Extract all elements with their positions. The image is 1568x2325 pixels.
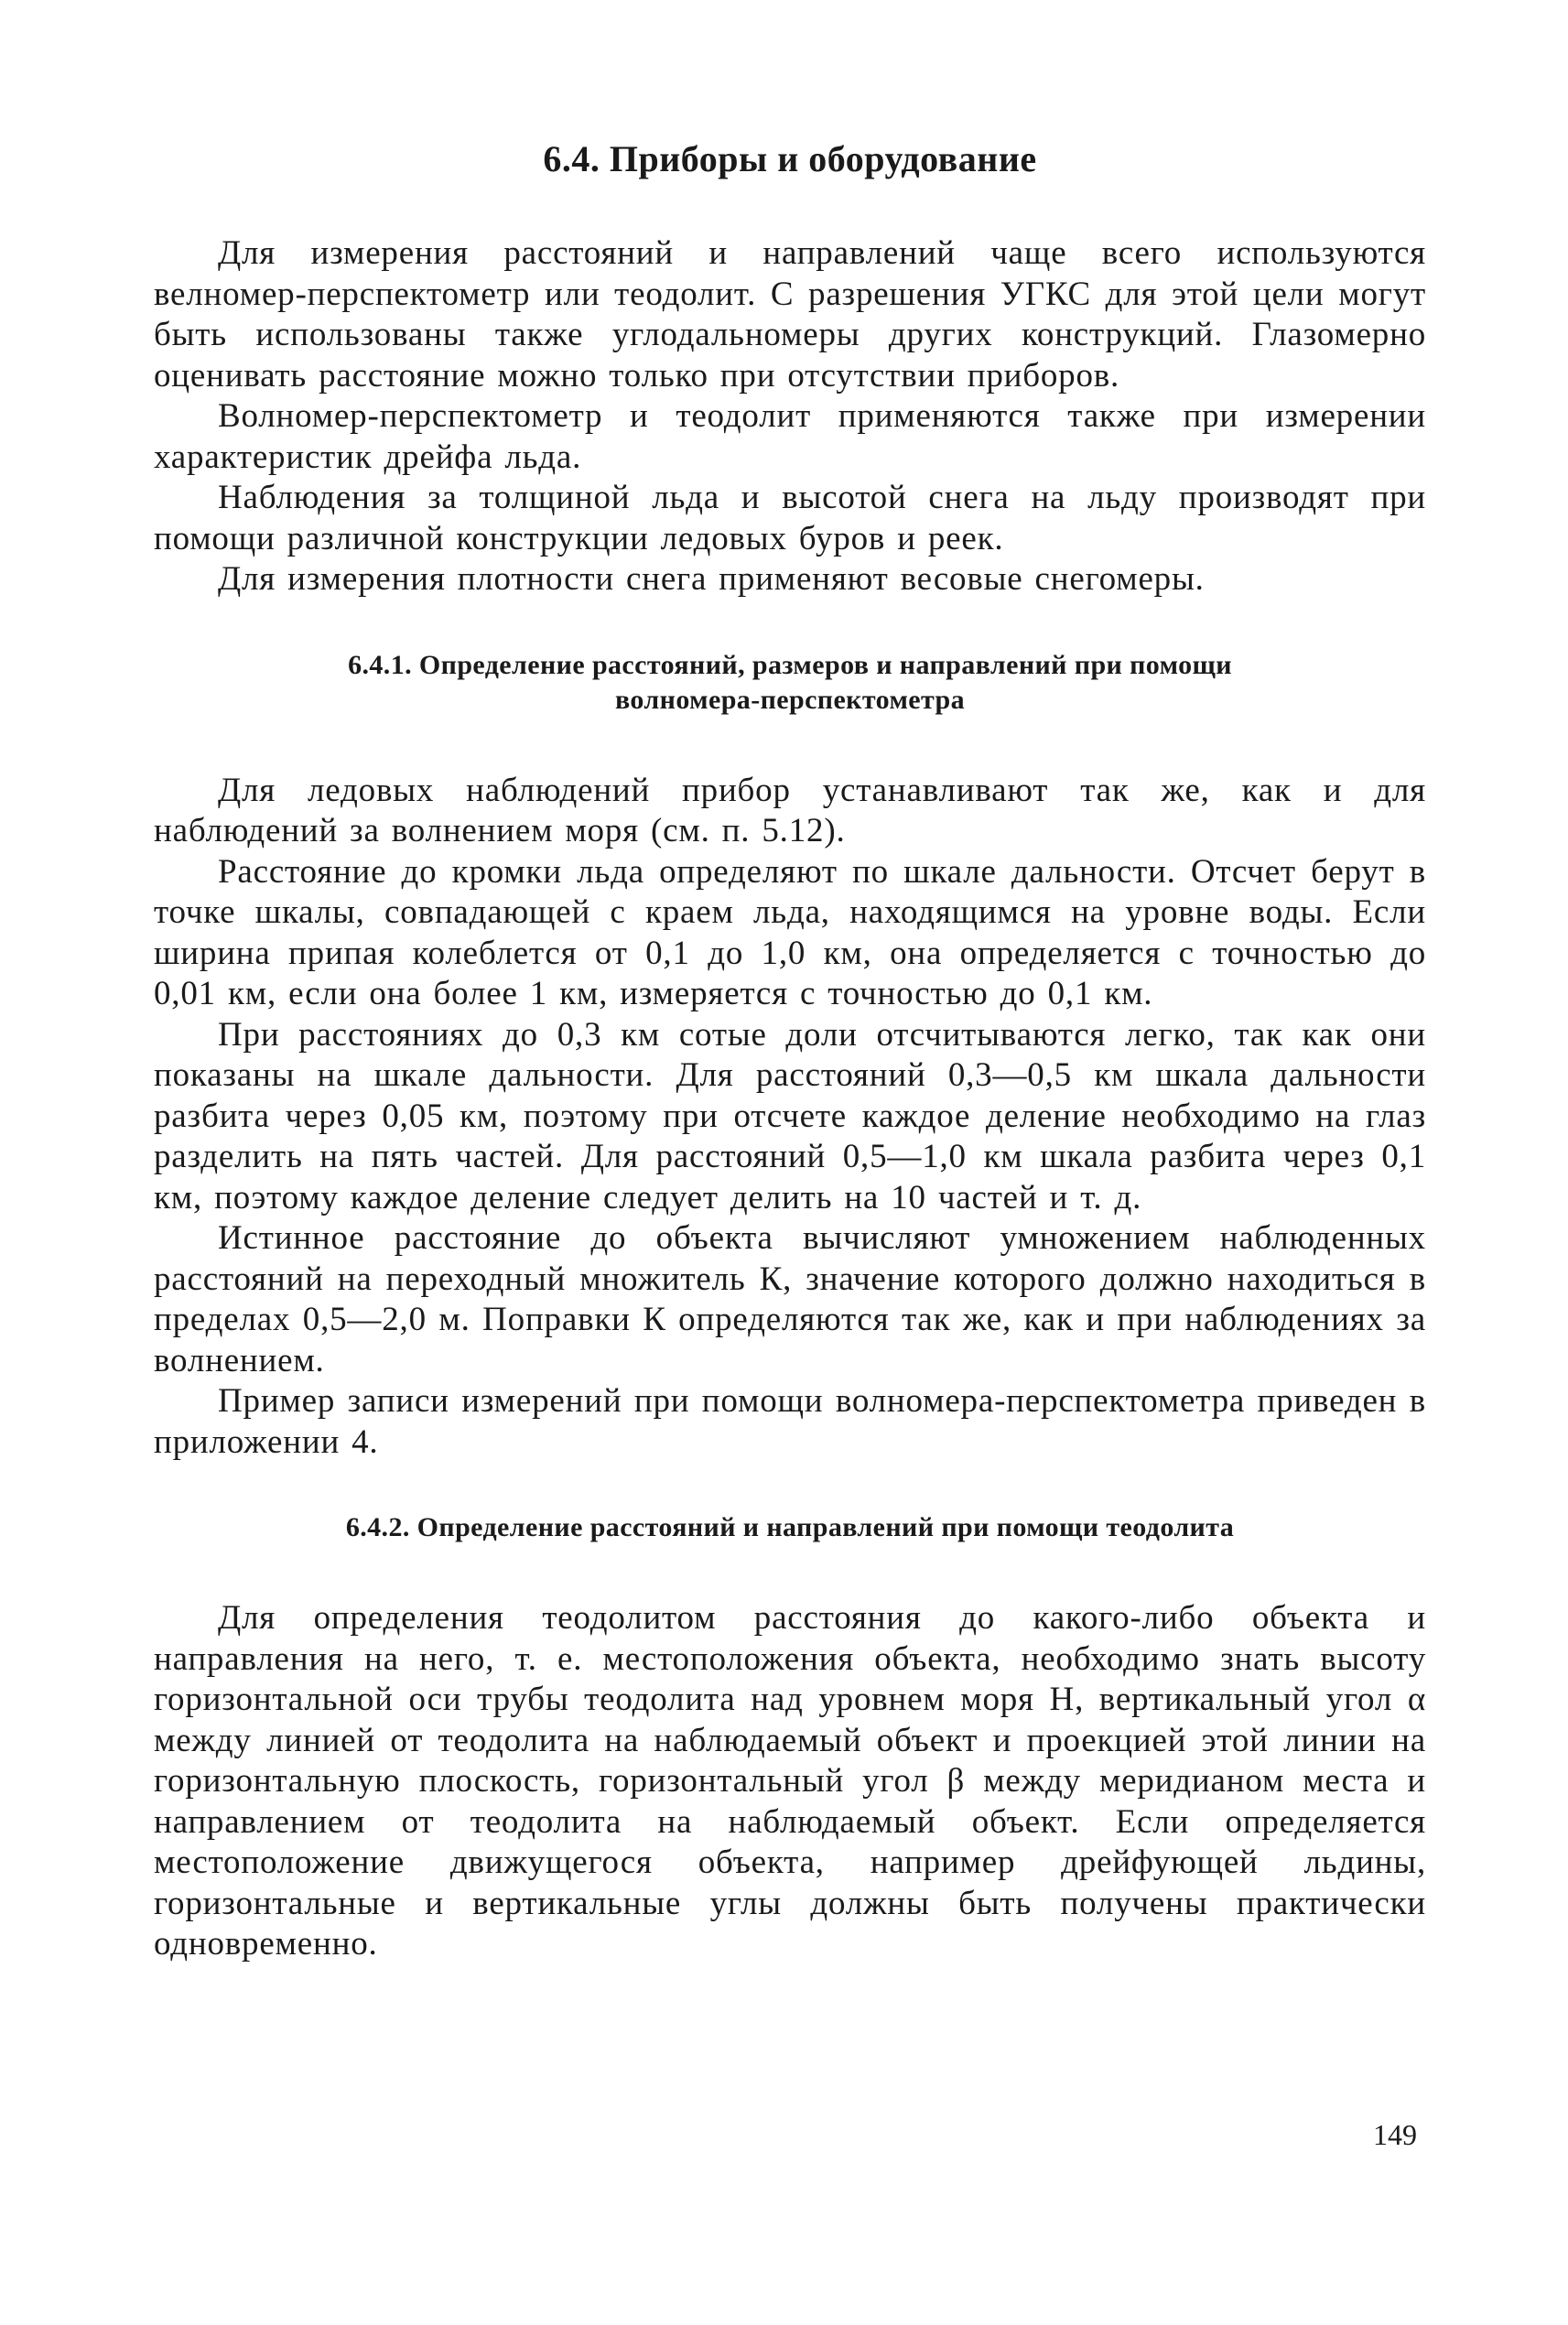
page-body	[154, 137, 1426, 1965]
subsection-title-line: волномера-перспектометра	[615, 684, 965, 715]
subsection-title-6-4-1	[154, 648, 1426, 718]
paragraph: Для измерения расстояний и направлений чаще всего используются велномер-перспектометр или теодолит. С разрешения УГКС для этой цели могут быть использованы также углодальномеры других конструкций. Глазомерно оценивать расстояние можно только при отсутствии приборов.	[154, 234, 1426, 395]
page-number: 149	[1373, 2118, 1417, 2151]
paragraph: Истинное расстояние до объекта вычисляют умножением наблюденных расстояний на переходный множитель К, значение которого должно находиться в пределах 0,5—2,0 м. Поправки К определяются так же, как и при наблюдениях за волнением.	[154, 1219, 1426, 1379]
subsection-title-6-4-2: 6.4.2. Определение расстояний и направлений при помощи теодолита	[345, 1512, 1235, 1542]
paragraph: Волномер-перспектометр и теодолит применяются также при измерении характеристик дрейфа льда.	[154, 397, 1426, 476]
paragraph: Расстояние до кромки льда определяют по шкале дальности. Отсчет берут в точке шкалы, совпадающей с краем льда, находящимся на уровне воды. Если ширина припая колеблется от 0,1 до 1,0 км, она определяется с точностью до 0,01 км, если она более 1 км, измеряется с точностью до 0,1 км.	[154, 852, 1426, 1012]
subsection-title-line: 6.4.1. Определение расстояний, размеров и направлений при помощи	[348, 649, 1232, 680]
paragraph: При расстояниях до 0,3 км сотые доли отсчитываются легко, так как они показаны на шкале дальности. Для расстояний 0,3—0,5 км шкала дальности разбита через 0,05 км, поэтому при отсчете каждое деление необходимо на глаз разделить на пять частей. Для расстояний 0,5—1,0 км шкала разбита через 0,1 км, поэтому каждое деление следует делить на 10 частей и т. д.	[154, 1015, 1426, 1217]
paragraph: Наблюдения за толщиной льда и высотой снега на льду производят при помощи различной конструкции ледовых буров и реек.	[154, 479, 1426, 557]
paragraph: Пример записи измерений при помощи волномера-перспектометра приведен в приложении 4.	[154, 1382, 1426, 1461]
paragraph: Для измерения плотности снега применяют весовые снегомеры.	[218, 560, 1205, 598]
section-title: 6.4. Приборы и оборудование	[543, 138, 1037, 179]
paragraph: Для ледовых наблюдений прибор устанавливают так же, как и для наблюдений за волнением моря (см. п. 5.12).	[154, 771, 1426, 849]
paragraph: Для определения теодолитом расстояния до какого-либо объекта и направления на него, т. е. местоположения объекта, необходимо знать высоту горизонтальной оси трубы теодолита над уровнем моря Н, вертикальный угол α между линией от теодолита на наблюдаемый объект и проекцией этой линии на горизонтальную плоскость, горизонтальный угол β между меридианом места и направлением от теодолита на наблюдаемый объект. Если определяется местоположение движущегося объекта, например дрейфующей льдины, горизонтальные и вертикальные углы должны быть получены практически одновременно.	[154, 1599, 1426, 1963]
